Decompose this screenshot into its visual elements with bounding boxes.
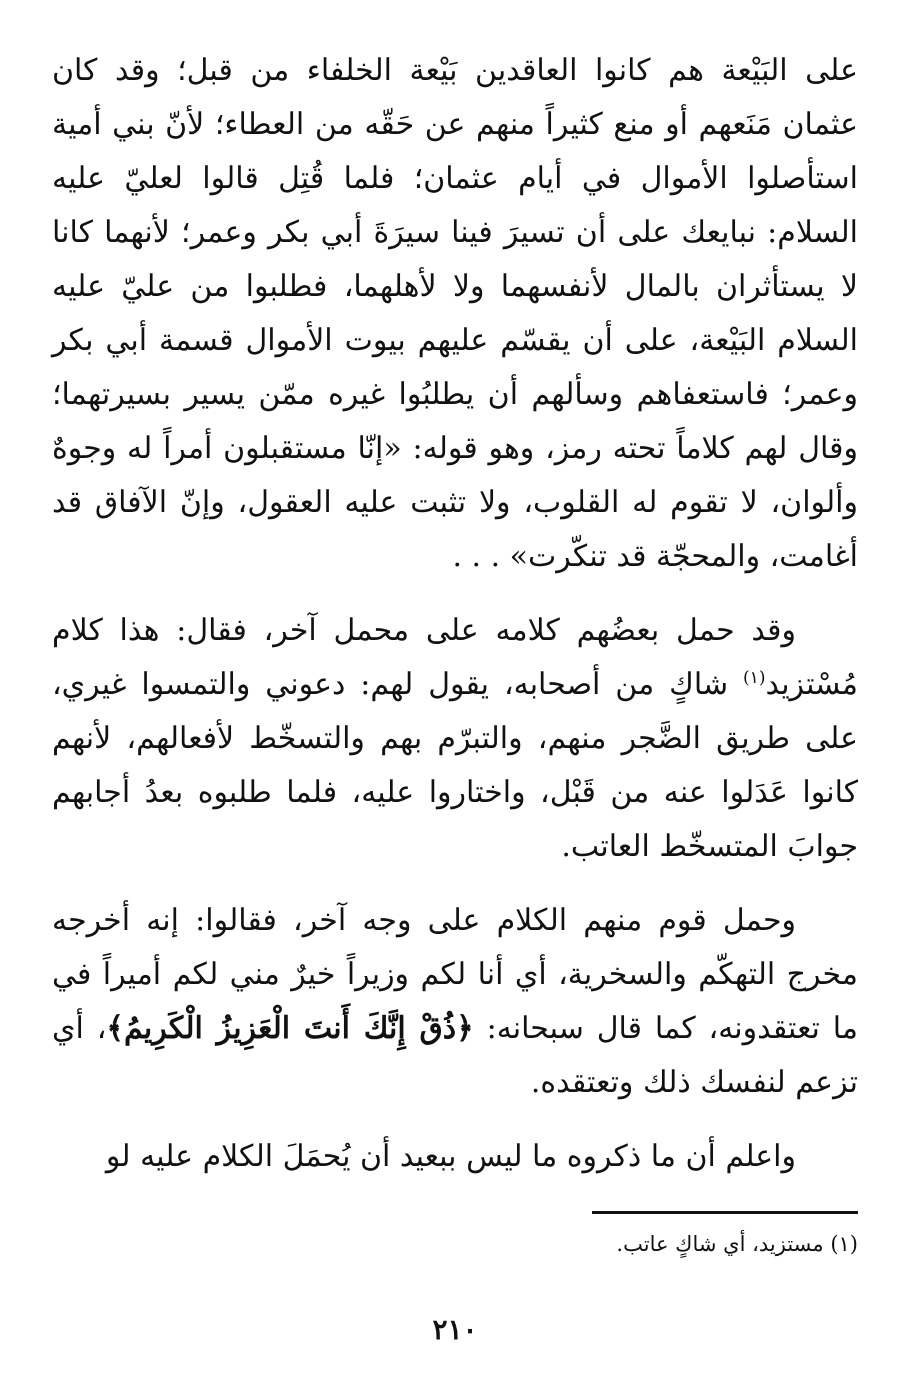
paragraph-3-text-end: ، أي تزعم لنفسك ذلك وتعتقده.	[52, 1011, 858, 1100]
footnote-marker: (١)	[743, 668, 766, 688]
paragraph-1	[52, 44, 858, 584]
paragraph-3-text-start: وحمل قوم منهم الكلام على وجه آخر، فقالوا: إنه أخرجه مخرج التهكّم والسخرية، أي أنا لكم وزيراً خيرٌ مني لكم أميراً في ما تعتقدونه، كما قال سبحانه:	[52, 903, 858, 1046]
page-number: ٢١٠	[432, 1313, 478, 1346]
footnote: (١) مستزيد، أي شاكٍ عاتب.	[616, 1232, 858, 1256]
paragraph-4	[52, 1130, 858, 1184]
paragraph-4-text: واعلم أن ما ذكروه ما ليس ببعيد أن يُحمَلَ الكلام عليه لو	[105, 1139, 796, 1174]
paragraph-2-text-end: شاكٍ من أصحابه، يقول لهم: دعوني والتمسوا غيري، على طريق الضَّجر منهم، والتبرّم بهم والتسخّط لأفعالهم، لأنهم كانوا عَدَلوا عنه من قَبْل، واختاروا عليه، فلما طلبوه بعدُ أجابهم جوابَ المتسخّط العاتب.	[52, 667, 858, 864]
paragraph-3	[52, 894, 858, 1110]
body-text	[52, 44, 858, 1184]
quran-verse: ﴿ذُقْ إِنَّكَ أَنتَ الْعَزِيزُ الْكَرِيمُ﴾	[106, 1011, 474, 1046]
footnote-divider	[592, 1211, 858, 1214]
paragraph-1-text: على البَيْعة هم كانوا العاقدين بَيْعة الخلفاء من قبل؛ وقد كان عثمان مَنَعهم أو منع كثيراً منهم عن حَقّه من العطاء؛ لأنّ بني أمية استأصلوا الأموال في أيام عثمان؛ فلما قُتِل قالوا لعليّ عليه السلام: نبايعك على أن تسيرَ فينا سيرَةَ أبي بكر وعمر؛ لأنهما كانا لا يستأثران بالمال لأنفسهما ولا لأهلهما، فطلبوا من عليّ عليه السلام البَيْعة، على أن يقسّم عليهم بيوت الأموال قسمة أبي بكر وعمر؛ فاستعفاهم وسألهم أن يطلبُوا غيره ممّن يسير بسيرتهما؛ وقال لهم كلاماً تحته رمز، وهو قوله: «إنّا مستقبلون أمراً له وجوهٌ وألوان، لا تقوم له القلوب، ولا تثبت عليه العقول، وإنّ الآفاق قد أغامت، والمحجّة قد تنكّرت» . . .	[52, 53, 858, 574]
paragraph-2	[52, 604, 858, 874]
paragraph-2-text-start: وقد حمل بعضُهم كلامه على محمل آخر، فقال: هذا كلام مُسْتزيد	[52, 613, 858, 702]
